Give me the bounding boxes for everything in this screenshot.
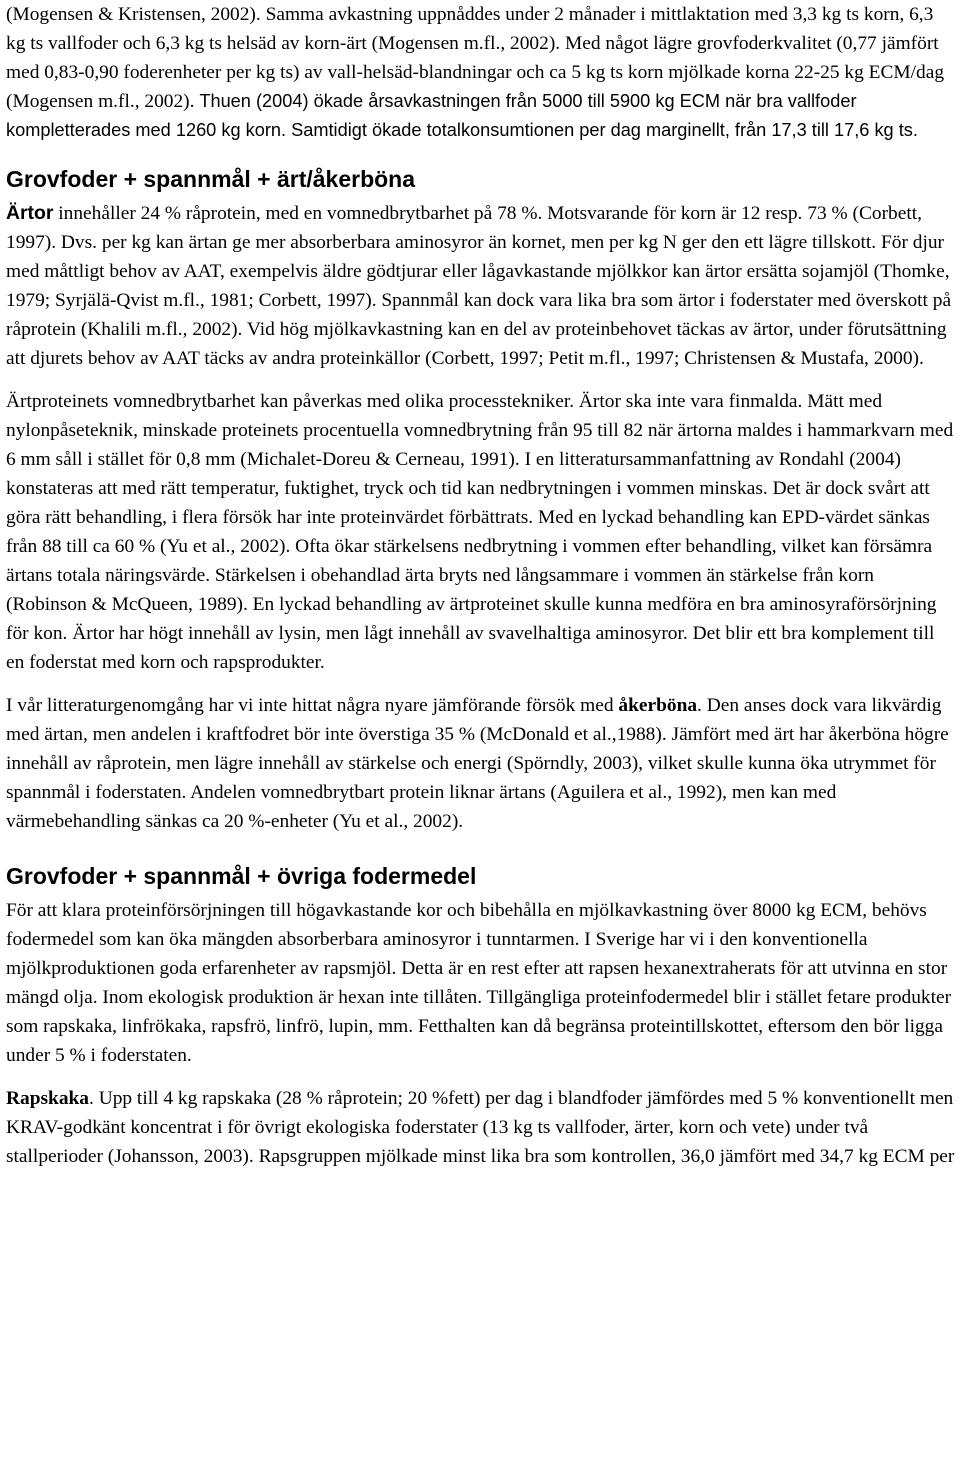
paragraph-intro-text: (Mogensen & Kristensen, 2002). Samma avkastning uppnåddes under 2 månader i mittlaktation med 3,3 kg ts korn, 6,3 kg ts vallfoder och 6,3 kg ts helsäd av korn-ärt (Mogensen m.fl., 2002). Med något lägre grovfoderkvalitet (0,77 jämfört med 0,83-0,90 foderenheter per kg ts) av vall-helsäd-blandningar och ca 5 kg ts korn mjölkade korna 22-25 kg ECM/dag (Mogensen m.fl., 2002). bbox=[6, 4, 945, 112]
heading-grovfoder-ovriga-fodermedel: Grovfoder + spannmål + övriga fodermedel bbox=[6, 863, 477, 889]
paragraph-artor bbox=[6, 199, 956, 373]
paragraph-artor-text: innehåller 24 % råprotein, med en vomnedbrytbarhet på 78 %. Motsvarande för korn är 12 resp. 73 % (Corbett, 1997). Dvs. per kg kan ärtan ge mer absorberbara aminosyror än kornet, men per kg N ger den ett lägre tillskott. För djur med måttligt behov av AAT, exempelvis äldre gödtjurar eller lågavkastande mjölkkor kan ärtor ersätta sojamjöl (Thomke, 1979; Syrjälä-Qvist m.fl., 1981; Corbett, 1997). Spannmål kan dock vara lika bra som ärtor i foderstater med överskott på råprotein (Khalili m.fl., 2002). Vid hög mjölkavkastning kan en del av proteinbehovet täckas av ärtor, under förutsättning att djurets behov av AAT täcks av andra proteinkällor (Corbett, 1997; Petit m.fl., 1997; Christensen & Mustafa, 2000). bbox=[6, 203, 952, 369]
paragraph-artprotein: Ärtproteinets vomnedbrytbarhet kan påverkas med olika processtekniker. Ärtor ska inte vara finmalda. Mätt med nylonpåseteknik, minskade proteinets procentuella vomnedbrytning från 95 till 82 när ärtorna maldes i hammarkvarn med 6 mm såll i stället för 0,8 mm (Michalet-Doreu & Cerneau, 1991). I en litteratursammanfattning av Rondahl (2004) konstateras att med rätt temperatur, fuktighet, tryck och tid kan nedbrytningen i vommen minskas. Det är dock svårt att göra rätt behandling, i flera försök har inte proteinvärdet förbättrats. Med en lyckad behandling kan EPD-värdet sänkas från 88 till ca 60 % (Yu et al., 2002). Ofta ökar stärkelsens nedbrytning i vommen efter behandling, vilket kan försämra ärtans totala näringsvärde. Stärkelsen i obehandlad ärta bryts ned långsammare i vommen än stärkelse från korn (Robinson & McQueen, 1989). En lyckad behandling av ärtproteinet skulle kunna medföra en bra aminosyraförsörjning för kon. Ärtor har högt innehåll av lysin, men lågt innehåll av svavelhaltiga aminosyror. Det blir ett bra komplement till en foderstat med korn och rapsprodukter. bbox=[6, 391, 954, 673]
paragraph-proteinforsorjning: För att klara proteinförsörjningen till högavkastande kor och bibehålla en mjölkavkastning över 8000 kg ECM, behövs fodermedel som kan öka mängden absorberbara aminosyror i tunntarmen. I Sverige har vi i den konventionella mjölkproduktionen goda erfarenheter av rapsmjöl. Detta är en rest efter att rapsen hexanextraherats för att utvinna en stor mängd olja. Inom ekologisk produktion är hexan inte tillåten. Tillgängliga proteinfodermedel blir i stället fetare produkter som rapskaka, linfrökaka, rapsfrö, linfrö, lupin, mm. Fetthalten kan då begränsa proteintillskottet, eftersom den bör ligga under 5 % i foderstaten. bbox=[6, 900, 952, 1066]
paragraph-artor-lead: Ärtor bbox=[6, 202, 54, 224]
paragraph-akerbona-pre: I vår litteraturgenomgång har vi inte hittat några nyare jämförande försök med bbox=[6, 695, 619, 716]
paragraph-rapskaka bbox=[6, 1084, 956, 1171]
paragraph-akerbona bbox=[6, 691, 956, 836]
document-page bbox=[6, 0, 956, 1171]
paragraph-rapskaka-lead: Rapskaka bbox=[6, 1088, 89, 1109]
heading-grovfoder-art-akerbona: Grovfoder + spannmål + ärt/åkerböna bbox=[6, 166, 416, 192]
paragraph-akerbona-post: . Den anses dock vara likvärdig med ärtan, men andelen i kraftfodret bör inte överstiga 35 % (McDonald et al.,1988). Jämfört med ärt har åkerböna högre innehåll av råprotein, men lägre innehåll av stärkelse och energi (Spörndly, 2003), vilket skulle kunna öka utrymmet för spannmål i foderstaten. Andelen vomnedbrytbart protein liknar ärtans (Aguilera et al., 1992), men kan med värmebehandling sänkas ca 20 %-enheter (Yu et al., 2002). bbox=[6, 695, 949, 832]
paragraph-akerbona-term: åkerböna bbox=[618, 695, 698, 716]
paragraph-rapskaka-text: . Upp till 4 kg rapskaka (28 % råprotein; 20 %fett) per dag i blandfoder jämfördes med 5 % konventionellt men KRAV-godkänt koncentrat i för övrigt ekologiska foderstater (13 kg ts vallfoder, ärter, korn och vete) under två stallperioder (Johansson, 2003). Rapsgruppen mjölkade minst lika bra som kontrollen, 36,0 jämfört med 34,7 kg ECM per bbox=[6, 1088, 955, 1167]
paragraph-intro bbox=[6, 0, 956, 145]
paragraph-intro-thuen: Thuen (2004) ökade årsavkastningen från 5000 till 5900 kg ECM när bra vallfoder kompletterades med 1260 kg korn. Samtidigt ökade totalkonsumtionen per dag marginellt, från 17,3 till 17,6 kg ts. bbox=[6, 91, 918, 140]
